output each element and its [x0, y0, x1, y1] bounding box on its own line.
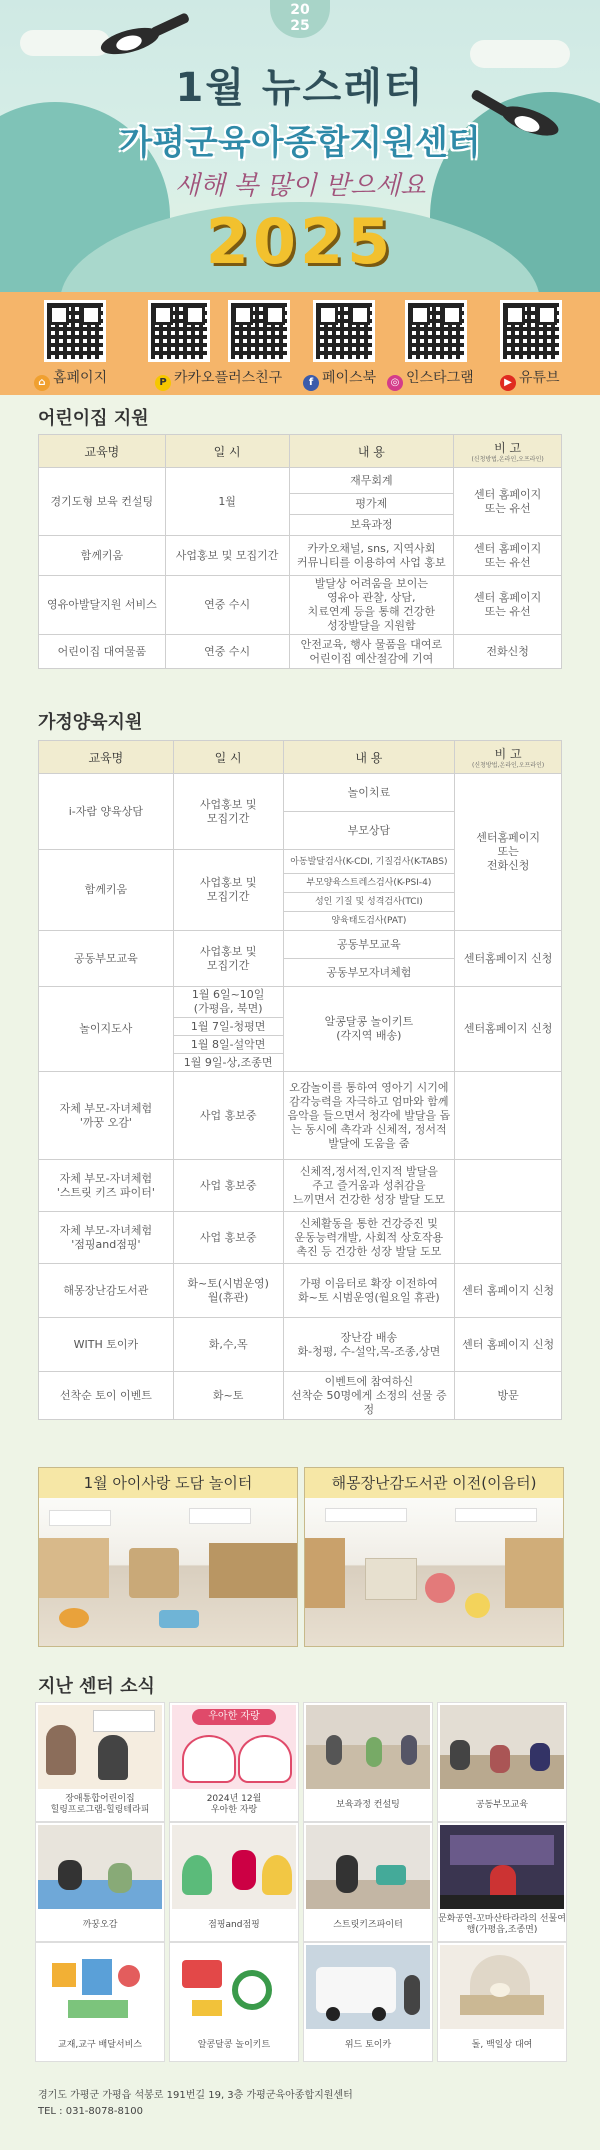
program-content: 아동발달검사(K-CDI, 기질검사(K-TABS) [283, 850, 455, 874]
newsletter-title: 1월 뉴스레터 [175, 65, 425, 111]
news-caption: 보육과정 컨설팅 [336, 1799, 400, 1810]
news-photo [440, 1705, 564, 1789]
program-content: 부모양육스트레스검사(K-PSI-4) [283, 874, 455, 893]
news-caption: 까꿍오감 [82, 1919, 118, 1930]
instagram-label: 인스타그램 [406, 370, 474, 386]
program-date: 사업홍보 및 모집기간 [173, 850, 283, 931]
program-remark [455, 1160, 562, 1212]
table-row [39, 1160, 562, 1212]
program-date: 사업 홍보중 [173, 1160, 283, 1212]
program-date: 1월 6일~10일 (가평읍, 북면) [173, 987, 283, 1018]
kakao-label: 카카오플러스친구 [174, 370, 283, 386]
program-date: 연중 수시 [165, 635, 289, 669]
news-item[interactable] [35, 1702, 165, 1822]
table-row [39, 468, 562, 494]
program-remark [455, 1072, 562, 1160]
news-item[interactable] [303, 1822, 433, 1942]
program-content: 이벤트에 참여하신 선착순 50명에게 소정의 선물 증정 [283, 1372, 455, 1420]
home-icon: ⌂ [34, 375, 50, 391]
program-content: 가평 이음터로 확장 이전하여 화~토 시범운영(월요일 휴관) [283, 1264, 455, 1318]
news-photo [172, 1825, 296, 1909]
program-name: 공동부모교육 [39, 931, 174, 987]
program-date: 사업홍보 및 모집기간 [173, 931, 283, 987]
program-name: 자체 부모-자녀체험 '점핑and점핑' [39, 1212, 174, 1264]
qr-link-bar [0, 292, 600, 395]
praise-badge: 우아한 자랑 [192, 1709, 276, 1725]
table-row [39, 1264, 562, 1318]
table-row [39, 774, 562, 812]
cloud-decoration [20, 30, 110, 56]
program-remark [455, 1212, 562, 1264]
news-item[interactable] [35, 1822, 165, 1942]
photo-card-title: 해몽장난감도서관 이전(이음터) [305, 1468, 563, 1498]
facebook-link[interactable] [303, 367, 376, 391]
qr-code-kakao[interactable] [148, 300, 210, 362]
remark-header: 비 고 [494, 440, 522, 455]
program-name: 자체 부모-자녀체험 '까꿍 오감' [39, 1072, 174, 1160]
header-cell: 내 용 [289, 435, 454, 468]
news-caption: 공동부모교육 [475, 1799, 529, 1810]
program-content: 재무회계 [289, 468, 454, 494]
home-table [38, 740, 562, 1420]
qr-code-facebook[interactable] [313, 300, 375, 362]
news-photo [306, 1945, 430, 2029]
program-remark: 센터 홈페이지 또는 유선 [454, 536, 562, 576]
header-cell: 교육명 [39, 741, 174, 774]
center-name: 가평군육아종합지원센터 [119, 123, 481, 163]
news-photo [172, 1945, 296, 2029]
homepage-link[interactable] [34, 367, 107, 391]
qr-code-homepage[interactable] [44, 300, 106, 362]
table-header-row [39, 435, 562, 468]
news-item[interactable] [35, 1942, 165, 2062]
program-name: 자체 부모-자녀체험 '스트릿 키즈 파이터' [39, 1160, 174, 1212]
table-header-row [39, 741, 562, 774]
news-caption: 장애통합어린이집 힐링프로그램-힐링테라피 [50, 1794, 150, 1815]
program-remark: 전화신청 [454, 635, 562, 669]
toy-library-photo [305, 1498, 563, 1646]
table-row [39, 576, 562, 635]
program-name: 함께키움 [39, 536, 166, 576]
home-section-title: 가정양육지원 [38, 712, 143, 733]
program-content: 알콩달콩 놀이키트 (각지역 배송) [283, 987, 455, 1072]
program-content: 놀이치료 [283, 774, 455, 812]
qr-code-youtube[interactable] [500, 300, 562, 362]
news-photo [440, 1945, 564, 2029]
remark-note: (신청방법,온라인,오프라인) [471, 455, 544, 463]
news-item[interactable] [437, 1702, 567, 1822]
news-item[interactable] [169, 1702, 299, 1822]
news-item[interactable] [437, 1942, 567, 2062]
remark-note: (신청방법,온라인,오프라인) [471, 761, 545, 769]
program-content: 카카오채널, sns, 지역사회 커뮤니티를 이용하여 사업 홍보 [289, 536, 454, 576]
program-name: 선착순 토이 이벤트 [39, 1372, 174, 1420]
year-title: 2025 [205, 205, 395, 278]
program-content: 장난감 배송 화-청평, 수-설악,목-조종,상면 [283, 1318, 455, 1372]
program-date: 사업홍보 및 모집기간 [173, 774, 283, 850]
program-remark: 센터홈페이지 또는 전화신청 [455, 774, 562, 931]
header-cell: 일 시 [165, 435, 289, 468]
news-caption: 문화공연-꼬마산타라라의 선물여행(가평읍,조종면) [438, 1914, 566, 1935]
program-remark: 센터 홈페이지 또는 유선 [454, 576, 562, 635]
program-name: 해몽장난감도서관 [39, 1264, 174, 1318]
header-cell: 일 시 [173, 741, 283, 774]
homepage-label: 홈페이지 [53, 370, 108, 386]
program-content: 안전교육, 행사 물품을 대여로 어린이집 예산절감에 기여 [289, 635, 454, 669]
playground-photo [39, 1498, 297, 1646]
header-cell [454, 435, 562, 468]
program-remark: 센터 홈페이지 또는 유선 [454, 468, 562, 536]
program-date: 연중 수시 [165, 576, 289, 635]
news-item[interactable] [437, 1822, 567, 1942]
news-photo [306, 1825, 430, 1909]
program-date: 화~토 [173, 1372, 283, 1420]
news-photo [172, 1705, 296, 1789]
header-cell: 교육명 [39, 435, 166, 468]
program-date: 사업홍보 및 모집기간 [165, 536, 289, 576]
news-caption: 점핑and점핑 [208, 1919, 260, 1930]
news-item[interactable] [169, 1942, 299, 2062]
program-content: 공동부모교육 [283, 931, 455, 959]
qr-code-kakao-2[interactable] [228, 300, 290, 362]
news-caption: 위드 토이카 [344, 2039, 392, 2050]
program-date: 사업 홍보중 [173, 1212, 283, 1264]
program-remark: 방문 [455, 1372, 562, 1420]
program-date: 사업 홍보중 [173, 1072, 283, 1160]
program-remark: 센터홈페이지 신청 [455, 931, 562, 987]
program-content: 부모상담 [283, 812, 455, 850]
news-photo [38, 1825, 162, 1909]
program-content: 오감놀이를 통하여 영아기 시기에 감각능력을 자극하고 엄마와 함께 음악을 들으면서 청각에 발달을 돕는 동시에 촉각과 신체적, 정서적 발달에 도움을 줌 [283, 1072, 455, 1160]
program-date: 1월 8일-설악면 [173, 1036, 283, 1054]
facebook-label: 페이스북 [322, 370, 377, 386]
table-row [39, 1372, 562, 1420]
program-content: 공동부모자녀체험 [283, 959, 455, 987]
table-row [39, 635, 562, 669]
news-photo [38, 1945, 162, 2029]
new-year-greeting: 새해 복 많이 받으세요 [174, 171, 426, 201]
header-cell [455, 741, 562, 774]
facebook-icon: f [303, 375, 319, 391]
footer-phone: TEL : 031-8078-8100 [38, 2106, 143, 2117]
remark-header: 비 고 [494, 746, 522, 761]
program-remark: 센터홈페이지 신청 [455, 987, 562, 1072]
program-date: 화~토(시범운영) 월(휴관) [173, 1264, 283, 1318]
instagram-link[interactable] [387, 367, 474, 391]
program-content: 발달상 어려움을 보이는 영유아 관찰, 상담, 치료연계 등을 통해 건강한 성장발달을 지원함 [289, 576, 454, 635]
youtube-link[interactable] [500, 367, 560, 391]
program-date: 화,수,목 [173, 1318, 283, 1372]
table-row [39, 1212, 562, 1264]
program-date: 1월 [165, 468, 289, 536]
program-date: 1월 7일-청평면 [173, 1018, 283, 1036]
footer [38, 2088, 353, 2120]
news-caption: 돌, 백일상 대여 [471, 2039, 533, 2050]
program-date: 1월 9일-상,조종면 [173, 1054, 283, 1072]
table-row [39, 931, 562, 959]
playground-photo-card[interactable] [38, 1467, 298, 1647]
program-content: 신체활동을 통한 건강증진 및 운동능력개발, 사회적 상호작용 촉진 등 건강한 성장 발달 도모 [283, 1212, 455, 1264]
daycare-section-title: 어린이집 지원 [38, 408, 149, 429]
news-photo [440, 1825, 564, 1909]
program-name: 놀이지도사 [39, 987, 174, 1072]
toy-library-photo-card[interactable] [304, 1467, 564, 1647]
program-content: 양육태도검사(PAT) [283, 912, 455, 931]
qr-code-instagram[interactable] [405, 300, 467, 362]
kakao-link[interactable] [155, 367, 282, 391]
program-name: 영유아발달지원 서비스 [39, 576, 166, 635]
news-item[interactable] [303, 1702, 433, 1822]
header-banner [0, 0, 600, 292]
daycare-table [38, 434, 562, 669]
instagram-icon: ◎ [387, 375, 403, 391]
news-photo [306, 1705, 430, 1789]
program-name: 함께키움 [39, 850, 174, 931]
program-content: 성인 기질 및 성격검사(TCI) [283, 893, 455, 912]
news-caption: 2024년 12월 우아한 자랑 [206, 1794, 262, 1815]
program-remark: 센터 홈페이지 신청 [455, 1264, 562, 1318]
program-name: 경기도형 보육 컨설팅 [39, 468, 166, 536]
footer-address: 경기도 가평군 가평읍 석봉로 191번길 19, 3층 가평군육아종합지원센터 [38, 2090, 353, 2101]
news-caption: 알콩달콩 놀이키트 [197, 2039, 271, 2050]
header-cell: 내 용 [283, 741, 455, 774]
program-content: 평가제 [289, 494, 454, 515]
table-row [39, 987, 562, 1018]
news-item[interactable] [303, 1942, 433, 2062]
program-name: 어린이집 대여물품 [39, 635, 166, 669]
news-caption: 교재,교구 배달서비스 [58, 2039, 142, 2050]
year-badge: 20 25 [270, 0, 330, 38]
photo-card-title: 1월 아이사랑 도담 놀이터 [39, 1468, 297, 1498]
news-item[interactable] [169, 1822, 299, 1942]
program-name: i-자람 양육상담 [39, 774, 174, 850]
program-name: WITH 토이카 [39, 1318, 174, 1372]
news-photo [38, 1705, 162, 1789]
youtube-label: 유튜브 [519, 370, 560, 386]
table-row [39, 1072, 562, 1160]
youtube-icon: ▶ [500, 375, 516, 391]
table-row [39, 536, 562, 576]
table-row [39, 1318, 562, 1372]
program-content: 보육과정 [289, 515, 454, 536]
program-remark: 센터 홈페이지 신청 [455, 1318, 562, 1372]
news-section-title: 지난 센터 소식 [38, 1676, 155, 1697]
news-caption: 스트릿키즈파이터 [333, 1919, 403, 1930]
program-content: 신체적,정서적,인지적 발달을 주고 즐거움과 성취감을 느끼면서 건강한 성장 발달 도모 [283, 1160, 455, 1212]
kakao-icon: P [155, 375, 171, 391]
